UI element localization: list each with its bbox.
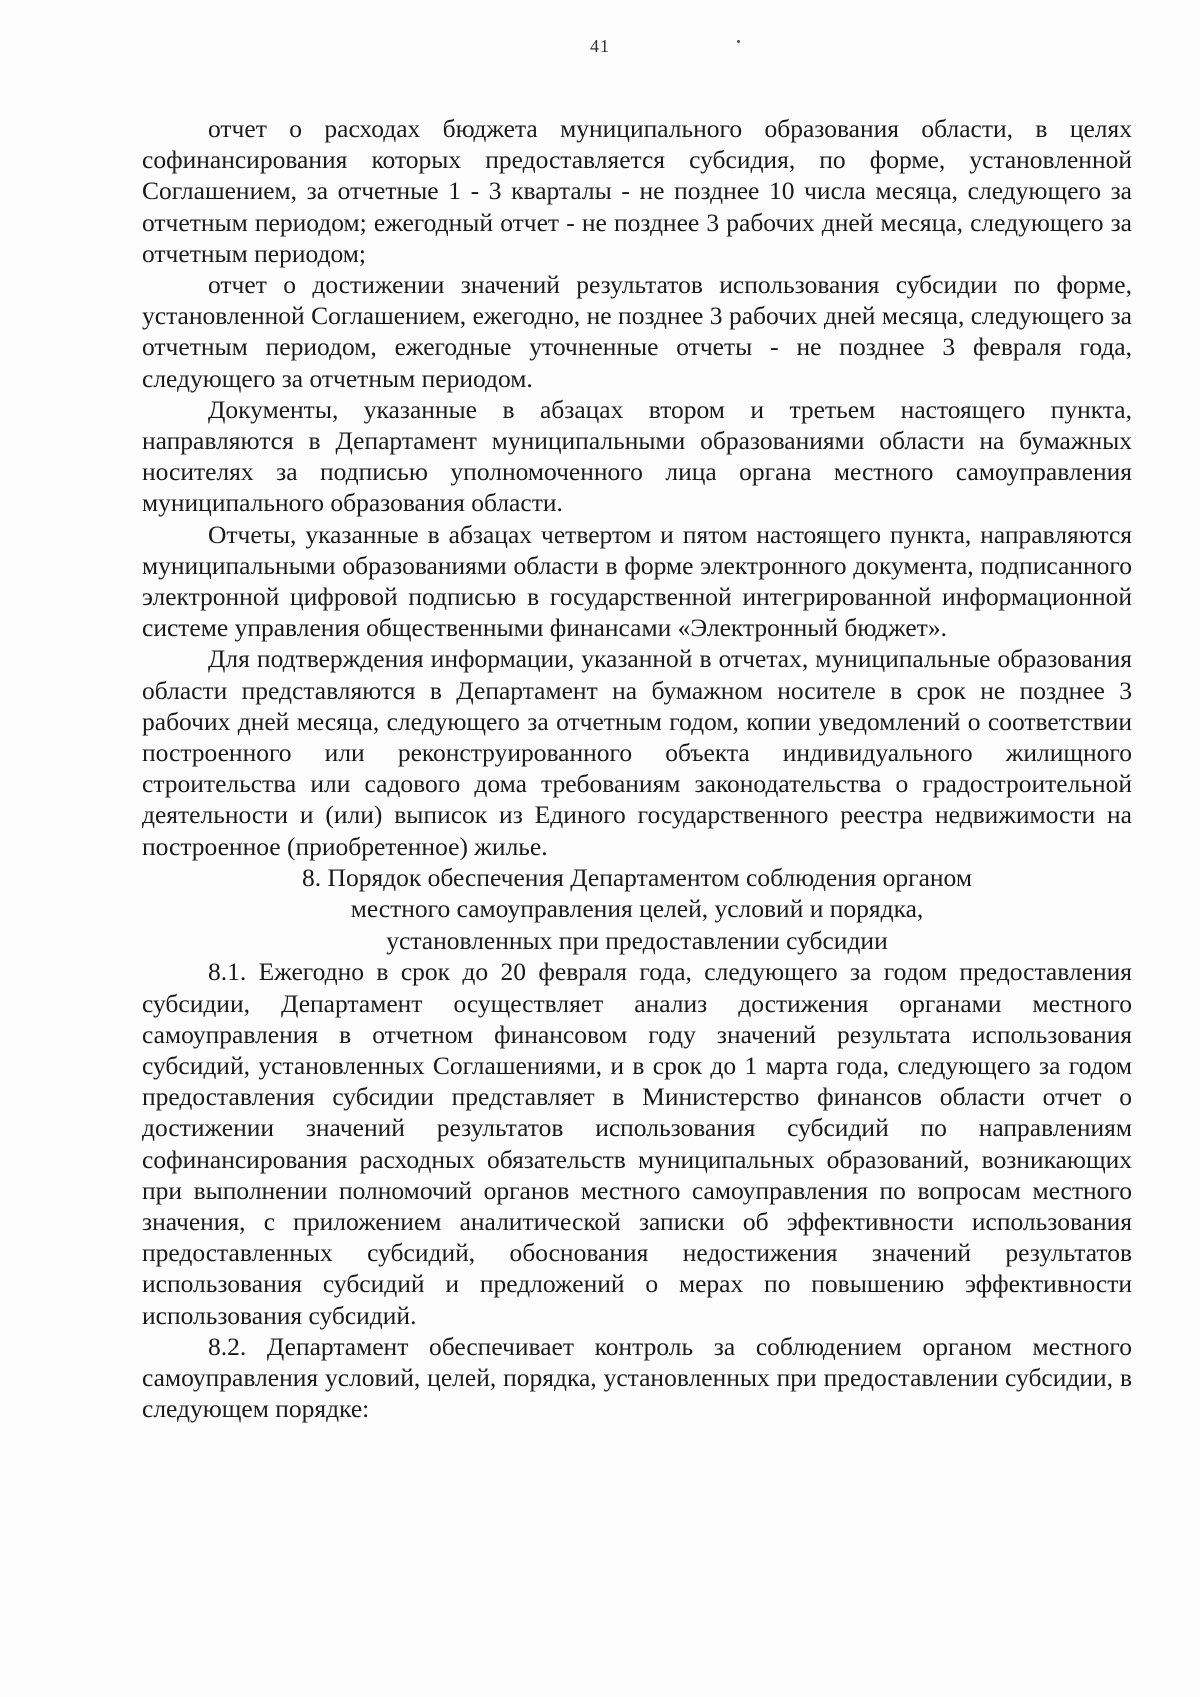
paragraph-confirmation: Для подтверждения информации, указанной в отчетах, муниципальные образования области представляются в Департамент на бумажном носителе в срок не позднее 3 рабочих дней месяца, следующего за отчетным годом, копии уведомлений о соответствии построенного или реконструированного объекта индивидуального жилищного строительства или садового дома требованиям законодательства о градостроительной деятельности и (или) выписок из Единого государственного реестра недвижимости на построенное (приобретенное) жилье. bbox=[142, 644, 1132, 861]
section-8-heading-line-1: 8. Порядок обеспечения Департаментом соблюдения органом bbox=[302, 862, 972, 892]
paragraph-8-1: 8.1. Ежегодно в срок до 20 февраля года, следующего за годом предоставления субсидии, Департамент осуществляет анализ достижения органами местного самоуправления в отчетном финансовом году значений результата использования субсидий, установленных Соглашениями, и в срок до 1 марта года, следующего за годом предоставления субсидии представляет в Министерство финансов области отчет о достижении значений результатов использования субсидий по направлениям софинансирования расходных обязательств муниципальных образований, возникающих при выполнении полномочий органов местного самоуправления по вопросам местного значения, с приложением аналитической записки об эффективности использования предоставленных субсидий, обоснования недостижения значений результатов использования субсидий и предложений о мерах по повышению эффективности использования субсидий. bbox=[142, 957, 1132, 1330]
paragraph-8-2: 8.2. Департамент обеспечивает контроль за соблюдением органом местного самоуправления условий, целей, порядка, установленных при предоставлении субсидии, в следующем порядке: bbox=[142, 1331, 1132, 1424]
section-8-heading-line-3: установленных при предоставлении субсидии bbox=[386, 925, 888, 955]
paragraph-paper-documents: Документы, указанные в абзацах втором и третьем настоящего пункта, направляются в Департамент муниципальными образованиями области на бумажных носителях за подписью уполномоченного лица органа местного самоуправления муниципального образования области. bbox=[142, 394, 1132, 518]
page-number: 41 bbox=[590, 36, 610, 56]
paragraph-results-report: отчет о достижении значений результатов использования субсидии по форме, установленной Соглашением, ежегодно, не позднее 3 рабочих дней месяца, следующего за отчетным периодом, ежегодные уточненные отчеты - не позднее 3 февраля года, следующего за отчетным периодом. bbox=[142, 270, 1132, 393]
paragraph-expense-report: отчет о расходах бюджета муниципального образования области, в целях софинансирования которых предоставляется субсидия, по форме, установленной Соглашением, за отчетные 1 - 3 кварталы - не позднее 10 числа месяца, следующего за отчетным периодом; ежегодный отчет - не позднее 3 рабочих дней месяца, следующего за отчетным периодом; bbox=[142, 114, 1132, 268]
section-8-heading bbox=[142, 862, 1132, 957]
section-8-heading-line-2: местного самоуправления целей, условий и порядка, bbox=[350, 894, 924, 924]
document-body bbox=[142, 113, 1132, 1424]
scan-artifact-dot bbox=[737, 40, 740, 43]
paragraph-electronic-reports: Отчеты, указанные в абзацах четвертом и пятом настоящего пункта, направляются муниципальными образованиями области в форме электронного документа, подписанного электронной цифровой подписью в государственной интегрированной информационной системе управления общественными финансами «Электронный бюджет». bbox=[142, 519, 1132, 643]
